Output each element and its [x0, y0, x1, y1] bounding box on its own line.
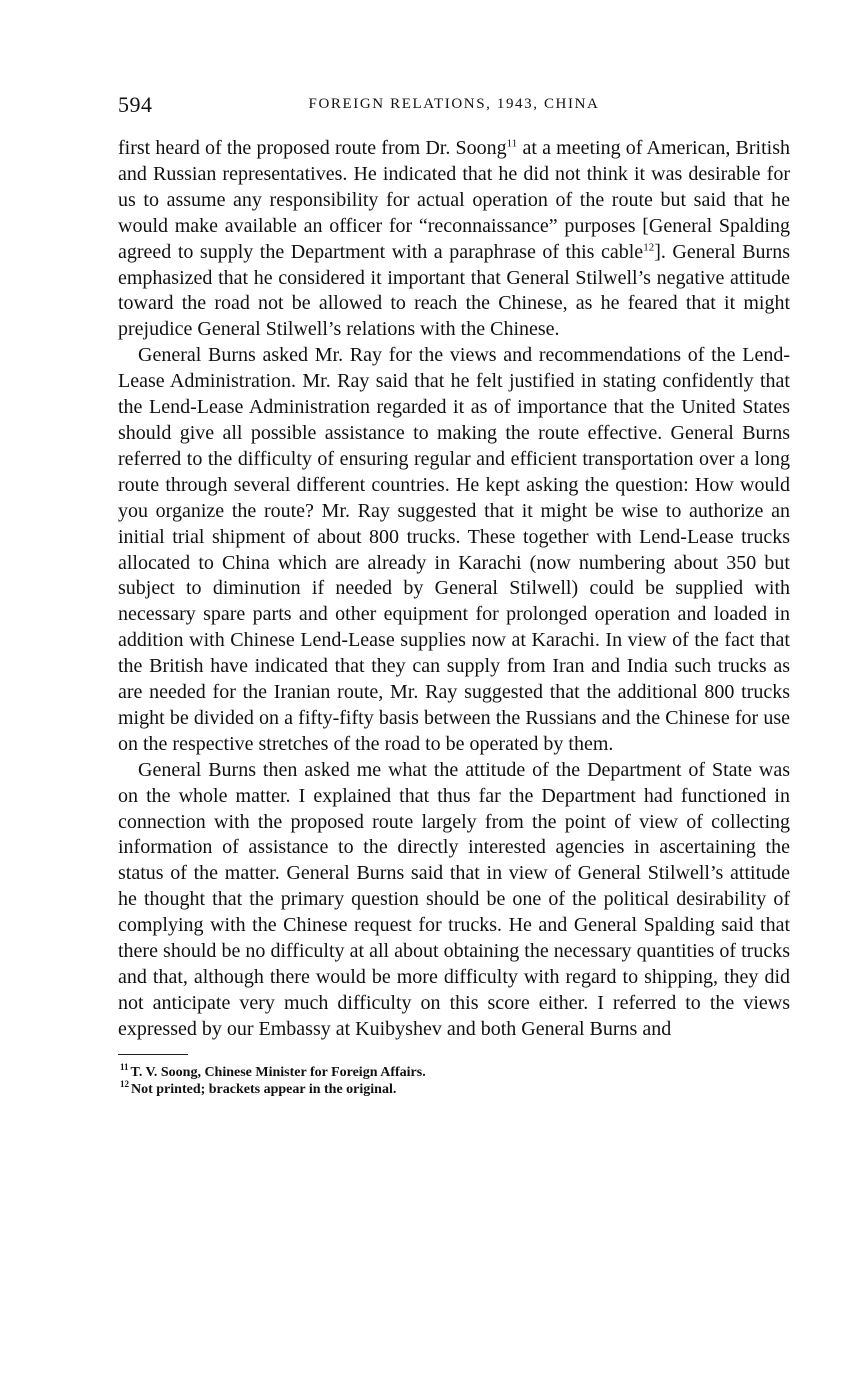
footnote-text: Not printed; brackets appear in the original. [131, 1081, 397, 1097]
footnote-ref-11: 11 [506, 137, 518, 150]
paragraph-1-text-b: at a meeting of American, British and Russian representatives. He indicated that he did not think it was desirable for us to assume any responsibility for actual operation of the route but said that he would make available an officer for “reconnaissance” purposes [General Spalding agreed to supply the Department with a paraphrase of this cable [118, 137, 791, 263]
paragraph-1-text-c: ]. General Burns emphasized that he considered it important that General Stilwell’s negative attitude toward the road not be allowed to reach the Chinese, as he feared that it might prejudice General Stilwell’s relations with the Chinese. [118, 240, 790, 341]
paragraph-3: General Burns then asked me what the attitude of the Department of State was on the whole matter. I explained that thus far the Department had functioned in connection with the proposed route largely from the point of view of collecting information of assistance to the directly interested agencies in ascertaining the status of the matter. General Burns said that in view of General Stilwell’s attitude he thought that the primary question should be one of the political desirability of complying with the Chinese request for trucks. He and General Spalding said that there should be no difficulty at all about obtaining the necessary quantities of trucks and that, although there would be more difficulty with regard to shipping, they did not anticipate very much difficulty on this score either. I referred to the views expressed by our Embassy at Kuibyshev and both General Burns and [118, 758, 790, 1040]
footnote-12 [120, 1081, 790, 1098]
document-page [118, 92, 790, 1098]
body-text [118, 136, 790, 1043]
footnote-11 [120, 1064, 790, 1081]
footnote-text: T. V. Soong, Chinese Minister for Foreign Affairs. [130, 1064, 426, 1080]
paragraph-2: General Burns asked Mr. Ray for the views and recommendations of the Lend-Lease Administration. Mr. Ray said that he felt justified in stating confidently that the Lend-Lease Administration regarded it as of importance that the United States should give all possible assistance to making the route effective. General Burns referred to the difficulty of ensuring regular and efficient transportation over a long route through several different countries. He kept asking the question: How would you organize the route? Mr. Ray suggested that it might be wise to authorize an initial trial shipment of about 800 trucks. These together with Lend-Lease trucks allocated to China which are already in Karachi (now numbering about 350 but subject to diminution if needed by General Stilwell) could be supplied with necessary spare parts and other equipment for prolonged operation and loaded in addition with Chinese Lend-Lease supplies now at Karachi. In view of the fact that the British have indicated that they can supply from Iran and India such trucks as are needed for the Iranian route, Mr. Ray suggested that the additional 800 trucks might be divided on a fifty-fifty basis between the Russians and the Chinese for use on the respective stretches of the road to be operated by them. [118, 344, 790, 755]
running-head: FOREIGN RELATIONS, 1943, CHINA [308, 96, 600, 112]
page-number: 594 [118, 92, 153, 117]
footnote-divider [118, 1054, 188, 1055]
paragraph-1 [118, 136, 790, 343]
page-header [118, 92, 790, 126]
footnotes [118, 1064, 790, 1098]
footnote-marker: 12 [120, 1079, 129, 1090]
footnote-ref-12: 12 [643, 240, 655, 253]
footnote-marker: 11 [120, 1062, 129, 1073]
paragraph-1-text-a: first heard of the proposed route from Dr. Soong [118, 137, 507, 159]
